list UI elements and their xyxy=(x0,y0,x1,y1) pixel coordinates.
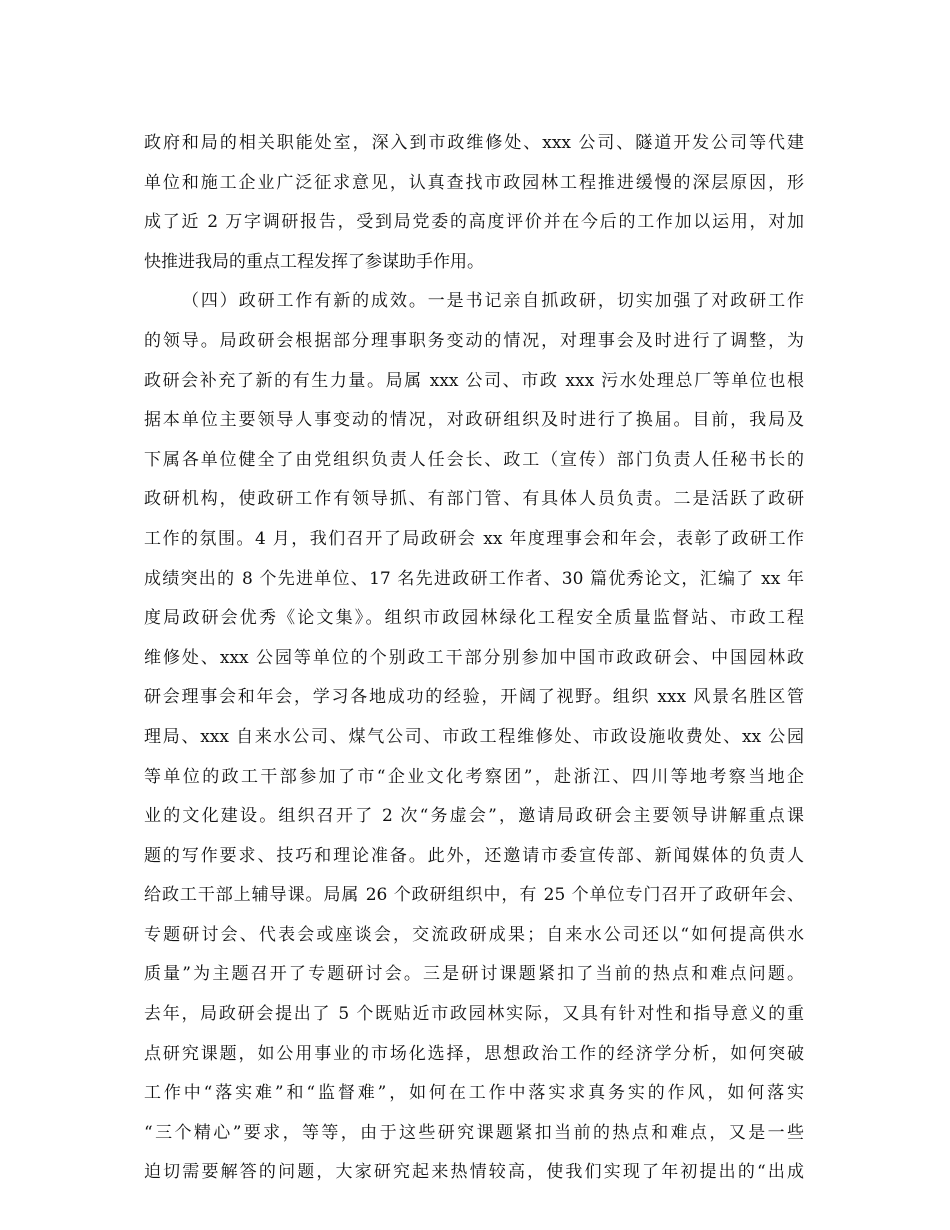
text-line: 的领导。局政研会根据部分理事职务变动的情况，对理事会及时进行了调整，为 xyxy=(144,330,804,351)
text-line: 政府和局的相关职能处室，深入到市政维修处、xxx 公司、隧道开发公司等代建 xyxy=(144,133,804,153)
text-line: 给政工干部上辅导课。局属 26 个政研组织中，有 25 个单位专门召开了政研年会、 xyxy=(144,885,804,906)
document-body xyxy=(144,124,804,1193)
text-line: 政研会补充了新的有生力量。局属 xxx 公司、市政 xxx 污水处理总厂等单位也根 xyxy=(144,370,804,391)
text-line: 去年，局政研会提出了 5 个既贴近市政园林实际，又具有针对性和指导意义的重 xyxy=(144,1004,804,1025)
text-line: 政研机构，使政研工作有领导抓、有部门管、有具体人员负责。二是活跃了政研 xyxy=(144,489,804,510)
text-line: 题的写作要求、技巧和理论准备。此外，还邀请市委宣传部、新闻媒体的负责人 xyxy=(144,845,804,866)
text-line: 研会理事会和年会，学习各地成功的经验，开阔了视野。组织 xxx 风景名胜区管 xyxy=(144,687,804,708)
text-line: 成绩突出的 8 个先进单位、17 名先进政研工作者、30 篇优秀论文，汇编了 xx 年 xyxy=(144,568,804,589)
paragraph xyxy=(144,124,804,282)
text-line: 快推进我局的重点工程发挥了参谋助手作用。 xyxy=(144,251,484,272)
paragraph xyxy=(144,282,804,1193)
text-line: 质量”为主题召开了专题研讨会。三是研讨课题紧扣了当前的热点和难点问题。 xyxy=(144,964,804,985)
text-line: 等单位的政工干部参加了市“企业文化考察团”，赴浙江、四川等地考察当地企 xyxy=(144,766,804,787)
text-line: 理局、xxx 自来水公司、煤气公司、市政工程维修处、市政设施收费处、xx 公园 xyxy=(144,726,804,747)
text-line: 据本单位主要领导人事变动的情况，对政研组织及时进行了换届。目前，我局及 xyxy=(144,410,804,431)
text-line: 度局政研会优秀《论文集》。组织市政园林绿化工程安全质量监督站、市政工程 xyxy=(144,608,804,629)
text-line: 维修处、xxx 公园等单位的个别政工干部分别参加中国市政政研会、中国园林政 xyxy=(144,647,804,668)
text-line: 迫切需要解答的问题，大家研究起来热情较高，使我们实现了年初提出的“出成 xyxy=(144,1162,804,1183)
text-line: “三个精心”要求，等等，由于这些研究课题紧扣当前的热点和难点，又是一些 xyxy=(144,1122,804,1143)
text-line: 下属各单位健全了由党组织负责人任会长、政工（宣传）部门负责人任秘书长的 xyxy=(144,449,804,470)
text-line: 业的文化建设。组织召开了 2 次“务虚会”，邀请局政研会主要领导讲解重点课 xyxy=(144,806,804,827)
text-line: 专题研讨会、代表会或座谈会，交流政研成果；自来水公司还以“如何提高供水 xyxy=(144,924,804,945)
text-line: 成了近 2 万字调研报告，受到局党委的高度评价并在今后的工作加以运用，对加 xyxy=(144,212,804,233)
text-line: 点研究课题，如公用事业的市场化选择，思想政治工作的经济学分析，如何突破 xyxy=(144,1043,804,1064)
text-line: 工作中“落实难”和“监督难”，如何在工作中落实求真务实的作风，如何落实 xyxy=(144,1083,804,1104)
text-line: 单位和施工企业广泛征求意见，认真查找市政园林工程推进缓慢的深层原因，形 xyxy=(144,172,804,193)
text-line: （四）政研工作有新的成效。一是书记亲自抓政研，切实加强了对政研工作 xyxy=(182,291,804,312)
text-line: 工作的氛围。4 月，我们召开了局政研会 xx 年度理事会和年会，表彰了政研工作 xyxy=(144,528,804,549)
